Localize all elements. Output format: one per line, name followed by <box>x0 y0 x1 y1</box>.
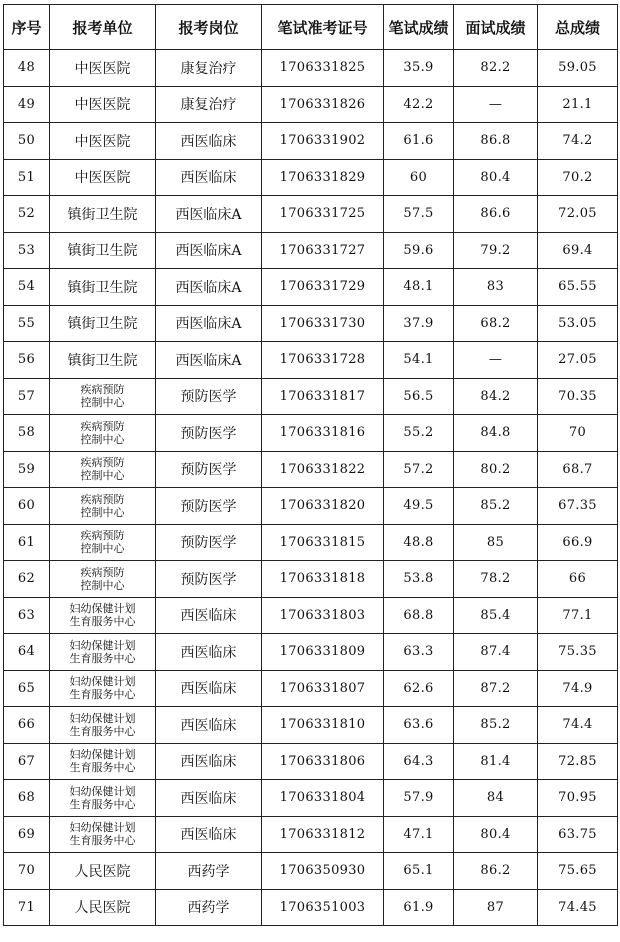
row-post: 预防医学 <box>156 415 262 452</box>
row-post: 预防医学 <box>156 378 262 415</box>
table-row <box>4 889 618 926</box>
row-unit-line: 妇幼保健计划 <box>69 638 136 652</box>
row-unit <box>50 378 156 415</box>
row-written-score: 60 <box>384 159 454 196</box>
row-unit <box>50 305 156 342</box>
row-unit <box>50 269 156 306</box>
row-post: 预防医学 <box>156 488 262 525</box>
row-no: 71 <box>4 889 50 926</box>
header-total-score: 总成绩 <box>538 5 618 50</box>
table-row <box>4 342 618 379</box>
row-post: 西医临床 <box>156 780 262 817</box>
row-post: 西医临床 <box>156 597 262 634</box>
row-unit-line: 中医医院 <box>74 97 131 114</box>
row-exam-id: 1706331728 <box>262 342 384 379</box>
row-unit <box>50 196 156 233</box>
row-unit-line: 镇街卫生院 <box>67 206 138 223</box>
table-row <box>4 707 618 744</box>
row-interview-score: 83 <box>454 269 538 306</box>
row-unit-line: 妇幼保健计划 <box>69 675 136 689</box>
row-unit <box>50 488 156 525</box>
row-written-score: 57.2 <box>384 451 454 488</box>
row-interview-score: 78.2 <box>454 561 538 598</box>
row-exam-id: 1706331825 <box>262 50 384 87</box>
row-interview-score: 85.2 <box>454 488 538 525</box>
row-exam-id: 1706331815 <box>262 524 384 561</box>
row-unit <box>50 816 156 853</box>
row-unit <box>50 597 156 634</box>
row-post: 西医临床 <box>156 159 262 196</box>
row-unit-line: 疾病预防 <box>80 492 125 506</box>
table-row <box>4 670 618 707</box>
row-unit-line: 镇街卫生院 <box>67 279 138 296</box>
row-total-score: 65.55 <box>538 269 618 306</box>
row-post: 西医临床 <box>156 670 262 707</box>
row-written-score: 64.3 <box>384 743 454 780</box>
row-exam-id: 1706331826 <box>262 86 384 123</box>
row-interview-score: 85.2 <box>454 707 538 744</box>
row-exam-id: 1706350930 <box>262 853 384 890</box>
row-post: 西医临床 <box>156 816 262 853</box>
row-written-score: 42.2 <box>384 86 454 123</box>
score-table <box>3 4 618 926</box>
row-unit <box>50 232 156 269</box>
row-post: 西医临床A <box>156 232 262 269</box>
row-post: 西医临床A <box>156 342 262 379</box>
row-written-score: 49.5 <box>384 488 454 525</box>
row-unit-line: 镇街卫生院 <box>67 243 138 260</box>
row-unit-line: 控制中心 <box>80 578 125 592</box>
row-unit-line: 生育服务中心 <box>69 724 136 738</box>
row-no: 54 <box>4 269 50 306</box>
row-post: 康复治疗 <box>156 86 262 123</box>
row-unit <box>50 415 156 452</box>
row-unit <box>50 743 156 780</box>
row-written-score: 57.5 <box>384 196 454 233</box>
row-unit <box>50 561 156 598</box>
row-exam-id: 1706331806 <box>262 743 384 780</box>
table-row <box>4 50 618 87</box>
row-exam-id: 1706351003 <box>262 889 384 926</box>
row-written-score: 54.1 <box>384 342 454 379</box>
row-total-score: 67.35 <box>538 488 618 525</box>
row-unit <box>50 451 156 488</box>
row-no: 64 <box>4 634 50 671</box>
row-unit-line: 中医医院 <box>74 133 131 150</box>
table-row <box>4 561 618 598</box>
row-post: 西医临床A <box>156 196 262 233</box>
row-total-score: 63.75 <box>538 816 618 853</box>
row-written-score: 48.8 <box>384 524 454 561</box>
row-no: 53 <box>4 232 50 269</box>
row-unit <box>50 780 156 817</box>
row-written-score: 68.8 <box>384 597 454 634</box>
row-exam-id: 1706331725 <box>262 196 384 233</box>
row-no: 49 <box>4 86 50 123</box>
row-interview-score: 86.6 <box>454 196 538 233</box>
row-post: 西医临床 <box>156 634 262 671</box>
row-total-score: 70.2 <box>538 159 618 196</box>
table-row <box>4 634 618 671</box>
row-no: 70 <box>4 853 50 890</box>
row-no: 65 <box>4 670 50 707</box>
row-total-score: 74.2 <box>538 123 618 160</box>
row-no: 61 <box>4 524 50 561</box>
table-row <box>4 196 618 233</box>
table-row <box>4 524 618 561</box>
table-row <box>4 159 618 196</box>
row-unit-line: 控制中心 <box>80 396 125 410</box>
row-no: 63 <box>4 597 50 634</box>
row-written-score: 63.3 <box>384 634 454 671</box>
row-exam-id: 1706331812 <box>262 816 384 853</box>
row-unit <box>50 159 156 196</box>
header-unit: 报考单位 <box>50 5 156 50</box>
row-no: 52 <box>4 196 50 233</box>
row-written-score: 55.2 <box>384 415 454 452</box>
row-interview-score: — <box>454 86 538 123</box>
row-interview-score: 84.2 <box>454 378 538 415</box>
row-no: 58 <box>4 415 50 452</box>
row-total-score: 53.05 <box>538 305 618 342</box>
row-interview-score: 68.2 <box>454 305 538 342</box>
row-unit-line: 疾病预防 <box>80 419 125 433</box>
table-row <box>4 378 618 415</box>
row-unit-line: 生育服务中心 <box>69 688 136 702</box>
row-exam-id: 1706331807 <box>262 670 384 707</box>
row-no: 50 <box>4 123 50 160</box>
row-exam-id: 1706331822 <box>262 451 384 488</box>
row-written-score: 48.1 <box>384 269 454 306</box>
row-unit-line: 疾病预防 <box>80 529 125 543</box>
row-interview-score: 87.2 <box>454 670 538 707</box>
row-written-score: 35.9 <box>384 50 454 87</box>
table-row <box>4 816 618 853</box>
row-total-score: 75.35 <box>538 634 618 671</box>
row-unit-line: 人民医院 <box>74 900 131 917</box>
table-row <box>4 743 618 780</box>
row-interview-score: 79.2 <box>454 232 538 269</box>
table-row <box>4 780 618 817</box>
row-no: 60 <box>4 488 50 525</box>
row-total-score: 21.1 <box>538 86 618 123</box>
row-post: 预防医学 <box>156 451 262 488</box>
row-unit-line: 镇街卫生院 <box>67 352 138 369</box>
row-unit-line: 中医医院 <box>74 60 131 77</box>
row-no: 48 <box>4 50 50 87</box>
row-unit-line: 中医医院 <box>74 170 131 187</box>
row-interview-score: 81.4 <box>454 743 538 780</box>
row-total-score: 68.7 <box>538 451 618 488</box>
table-row <box>4 451 618 488</box>
row-written-score: 37.9 <box>384 305 454 342</box>
row-post: 西医临床 <box>156 123 262 160</box>
row-total-score: 66.9 <box>538 524 618 561</box>
row-post: 西药学 <box>156 889 262 926</box>
row-unit-line: 妇幼保健计划 <box>69 821 136 835</box>
row-interview-score: 87.4 <box>454 634 538 671</box>
row-unit-line: 生育服务中心 <box>69 797 136 811</box>
header-post: 报考岗位 <box>156 5 262 50</box>
row-written-score: 61.6 <box>384 123 454 160</box>
row-post: 西医临床A <box>156 269 262 306</box>
row-no: 57 <box>4 378 50 415</box>
row-unit-line: 生育服务中心 <box>69 651 136 665</box>
row-total-score: 70.35 <box>538 378 618 415</box>
row-exam-id: 1706331829 <box>262 159 384 196</box>
row-exam-id: 1706331730 <box>262 305 384 342</box>
row-total-score: 70.95 <box>538 780 618 817</box>
row-total-score: 59.05 <box>538 50 618 87</box>
row-interview-score: 87 <box>454 889 538 926</box>
row-post: 预防医学 <box>156 561 262 598</box>
row-unit-line: 控制中心 <box>80 432 125 446</box>
row-unit-line: 生育服务中心 <box>69 615 136 629</box>
row-total-score: 72.05 <box>538 196 618 233</box>
row-exam-id: 1706331818 <box>262 561 384 598</box>
row-no: 55 <box>4 305 50 342</box>
row-unit-line: 控制中心 <box>80 505 125 519</box>
row-total-score: 74.9 <box>538 670 618 707</box>
row-written-score: 59.6 <box>384 232 454 269</box>
row-interview-score: 84 <box>454 780 538 817</box>
row-unit <box>50 634 156 671</box>
header-written-score: 笔试成绩 <box>384 5 454 50</box>
row-exam-id: 1706331804 <box>262 780 384 817</box>
row-exam-id: 1706331902 <box>262 123 384 160</box>
table-row <box>4 305 618 342</box>
row-no: 67 <box>4 743 50 780</box>
row-written-score: 63.6 <box>384 707 454 744</box>
row-unit-line: 妇幼保健计划 <box>69 748 136 762</box>
header-no: 序号 <box>4 5 50 50</box>
row-unit <box>50 670 156 707</box>
row-unit <box>50 342 156 379</box>
row-written-score: 57.9 <box>384 780 454 817</box>
header-interview-score: 面试成绩 <box>454 5 538 50</box>
row-unit <box>50 889 156 926</box>
table-row <box>4 415 618 452</box>
row-unit-line: 疾病预防 <box>80 383 125 397</box>
table-row <box>4 269 618 306</box>
row-no: 56 <box>4 342 50 379</box>
row-unit-line: 控制中心 <box>80 469 125 483</box>
header-exam-id: 笔试准考证号 <box>262 5 384 50</box>
row-no: 62 <box>4 561 50 598</box>
row-interview-score: — <box>454 342 538 379</box>
row-total-score: 77.1 <box>538 597 618 634</box>
row-written-score: 65.1 <box>384 853 454 890</box>
row-post: 西药学 <box>156 853 262 890</box>
row-post: 康复治疗 <box>156 50 262 87</box>
row-no: 59 <box>4 451 50 488</box>
row-unit-line: 镇街卫生院 <box>67 316 138 333</box>
row-unit-line: 人民医院 <box>74 863 131 880</box>
table-row <box>4 597 618 634</box>
row-exam-id: 1706331820 <box>262 488 384 525</box>
row-no: 51 <box>4 159 50 196</box>
table-row <box>4 853 618 890</box>
row-exam-id: 1706331729 <box>262 269 384 306</box>
row-written-score: 62.6 <box>384 670 454 707</box>
row-unit <box>50 853 156 890</box>
row-no: 68 <box>4 780 50 817</box>
row-total-score: 70 <box>538 415 618 452</box>
row-unit-line: 疾病预防 <box>80 456 125 470</box>
table-row <box>4 123 618 160</box>
row-interview-score: 84.8 <box>454 415 538 452</box>
table-row <box>4 232 618 269</box>
row-unit-line: 生育服务中心 <box>69 761 136 775</box>
row-no: 66 <box>4 707 50 744</box>
row-post: 预防医学 <box>156 524 262 561</box>
row-post: 西医临床A <box>156 305 262 342</box>
table-body <box>4 50 618 926</box>
table-row <box>4 86 618 123</box>
row-exam-id: 1706331727 <box>262 232 384 269</box>
row-total-score: 72.85 <box>538 743 618 780</box>
row-interview-score: 86.8 <box>454 123 538 160</box>
row-interview-score: 82.2 <box>454 50 538 87</box>
row-unit-line: 妇幼保健计划 <box>69 711 136 725</box>
row-unit <box>50 123 156 160</box>
row-unit-line: 妇幼保健计划 <box>69 784 136 798</box>
header-row <box>4 5 618 50</box>
row-total-score: 75.65 <box>538 853 618 890</box>
row-unit-line: 控制中心 <box>80 542 125 556</box>
row-interview-score: 85.4 <box>454 597 538 634</box>
row-exam-id: 1706331803 <box>262 597 384 634</box>
row-written-score: 47.1 <box>384 816 454 853</box>
row-total-score: 69.4 <box>538 232 618 269</box>
row-unit-line: 生育服务中心 <box>69 834 136 848</box>
row-unit-line: 妇幼保健计划 <box>69 602 136 616</box>
row-no: 69 <box>4 816 50 853</box>
row-total-score: 74.45 <box>538 889 618 926</box>
row-written-score: 56.5 <box>384 378 454 415</box>
row-exam-id: 1706331809 <box>262 634 384 671</box>
table-row <box>4 488 618 525</box>
row-interview-score: 80.4 <box>454 159 538 196</box>
row-interview-score: 86.2 <box>454 853 538 890</box>
row-post: 西医临床 <box>156 707 262 744</box>
row-unit <box>50 707 156 744</box>
row-unit <box>50 86 156 123</box>
row-exam-id: 1706331816 <box>262 415 384 452</box>
row-total-score: 66 <box>538 561 618 598</box>
row-exam-id: 1706331817 <box>262 378 384 415</box>
row-exam-id: 1706331810 <box>262 707 384 744</box>
row-written-score: 53.8 <box>384 561 454 598</box>
row-unit <box>50 50 156 87</box>
row-interview-score: 85 <box>454 524 538 561</box>
row-total-score: 74.4 <box>538 707 618 744</box>
row-post: 西医临床 <box>156 743 262 780</box>
row-interview-score: 80.4 <box>454 816 538 853</box>
row-interview-score: 80.2 <box>454 451 538 488</box>
row-total-score: 27.05 <box>538 342 618 379</box>
row-unit <box>50 524 156 561</box>
row-written-score: 61.9 <box>384 889 454 926</box>
row-unit-line: 疾病预防 <box>80 565 125 579</box>
